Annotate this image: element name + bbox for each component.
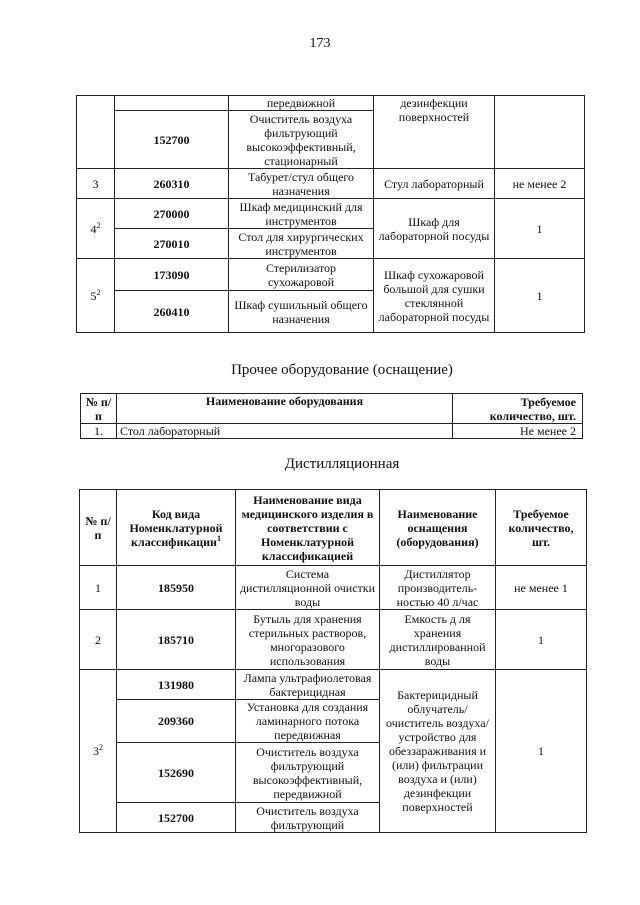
header-code: Код вида Номенклатурной классификации$^1$ bbox=[117, 490, 236, 566]
table-header-row bbox=[81, 394, 583, 424]
table-row bbox=[81, 424, 583, 439]
row-quantity bbox=[495, 96, 585, 169]
row-equipment: Дистиллятор производитель- ностью 40 л/час bbox=[380, 566, 496, 610]
distillation-equipment-table bbox=[79, 489, 587, 833]
row-code: 131980 bbox=[117, 670, 236, 700]
table-row bbox=[77, 169, 585, 199]
row-equipment: дезинфекции поверхностей bbox=[374, 96, 495, 169]
header-name: Наименование оборудования bbox=[117, 394, 453, 424]
row-name: Стерилизатор сухожаровой bbox=[229, 259, 374, 291]
row-name: Шкаф медицинский для инструментов bbox=[229, 199, 374, 229]
other-equipment-table bbox=[80, 393, 583, 439]
header-quantity: Требуемое количество, шт. bbox=[453, 394, 583, 424]
row-number: 1. bbox=[81, 424, 117, 439]
section-title-distillation: Дистилляционная bbox=[284, 456, 400, 472]
row-code: 270010 bbox=[115, 229, 229, 259]
row-number bbox=[77, 96, 115, 169]
row-quantity: 1 bbox=[496, 610, 587, 670]
row-number: 2 bbox=[80, 610, 117, 670]
row-code: 185710 bbox=[117, 610, 236, 670]
table-row bbox=[77, 259, 585, 291]
row-code: 260410 bbox=[115, 291, 229, 333]
row-number: $4^2$ bbox=[77, 199, 115, 259]
row-number: 1 bbox=[80, 566, 117, 610]
row-code: 152700 bbox=[115, 111, 229, 169]
row-code: 152690 bbox=[117, 743, 236, 803]
table-row bbox=[80, 670, 587, 700]
row-code: 152700 bbox=[117, 803, 236, 833]
row-quantity: Не менее 2 bbox=[453, 424, 583, 439]
header-number: № п/п bbox=[80, 490, 117, 566]
row-code bbox=[115, 96, 229, 111]
row-name: Стол лабораторный bbox=[117, 424, 453, 439]
row-equipment: Шкаф для лабораторной посуды bbox=[374, 199, 495, 259]
row-name: Установка для создания ламинарного потока передвижная bbox=[236, 700, 380, 743]
section-title-other-equipment: Прочее оборудование (оснащение) bbox=[231, 362, 453, 378]
row-number: 3 bbox=[77, 169, 115, 199]
row-name: Стол для хирургических инструментов bbox=[229, 229, 374, 259]
row-name: Очиститель воздуха фильтрующий высокоэффективный, передвижной bbox=[236, 743, 380, 803]
row-equipment: Емкость д ля хранения дистиллированной воды bbox=[380, 610, 496, 670]
row-code: 260310 bbox=[115, 169, 229, 199]
row-code: 173090 bbox=[115, 259, 229, 291]
header-number: № п/п bbox=[81, 394, 117, 424]
row-quantity: 1 bbox=[495, 199, 585, 259]
row-code: 185950 bbox=[117, 566, 236, 610]
row-code: 270000 bbox=[115, 199, 229, 229]
header-equipment: Наименование оснащения (оборудования) bbox=[380, 490, 496, 566]
row-quantity: 1 bbox=[496, 670, 587, 833]
header-name: Наименование вида медицинского изделия в соответствии с Номенклатурной классификацией bbox=[236, 490, 380, 566]
row-name: Система дистилляционной очистки воды bbox=[236, 566, 380, 610]
table-header-row bbox=[80, 490, 587, 566]
row-number: $5^2$ bbox=[77, 259, 115, 333]
header-quantity: Требуемое количество, шт. bbox=[496, 490, 587, 566]
row-name: Очиститель воздуха фильтрующий bbox=[236, 803, 380, 833]
row-name: Табурет/стул общего назначения bbox=[229, 169, 374, 199]
table-row bbox=[77, 199, 585, 229]
table-row bbox=[80, 610, 587, 670]
row-equipment: Шкаф сухожаровой большой для сушки стеклянной лабораторной посуды bbox=[374, 259, 495, 333]
row-name: Бутыль для хранения стерильных растворов, многоразового использования bbox=[236, 610, 380, 670]
row-code: 209360 bbox=[117, 700, 236, 743]
row-name: Шкаф сушильный общего назначения bbox=[229, 291, 374, 333]
row-equipment: Стул лабораторный bbox=[374, 169, 495, 199]
page-number: 173 bbox=[309, 36, 331, 51]
row-quantity: не менее 2 bbox=[495, 169, 585, 199]
row-equipment: Бактерицидный облучатель/ очиститель воздуха/ устройство для обеззараживания и (или) фильтрации воздуха и (или) дезинфекции поверхностей bbox=[380, 670, 496, 833]
row-number: $3^2$ bbox=[80, 670, 117, 833]
row-name: Лампа ультрафиолетовая бактерицидная bbox=[236, 670, 380, 700]
row-name: передвижной bbox=[229, 96, 374, 111]
row-name: Очиститель воздуха фильтрующий высокоэффективный, стационарный bbox=[229, 111, 374, 169]
table-row bbox=[77, 96, 585, 111]
equipment-table-continued bbox=[76, 95, 585, 333]
row-quantity: не менее 1 bbox=[496, 566, 587, 610]
table-row bbox=[80, 566, 587, 610]
row-quantity: 1 bbox=[495, 259, 585, 333]
